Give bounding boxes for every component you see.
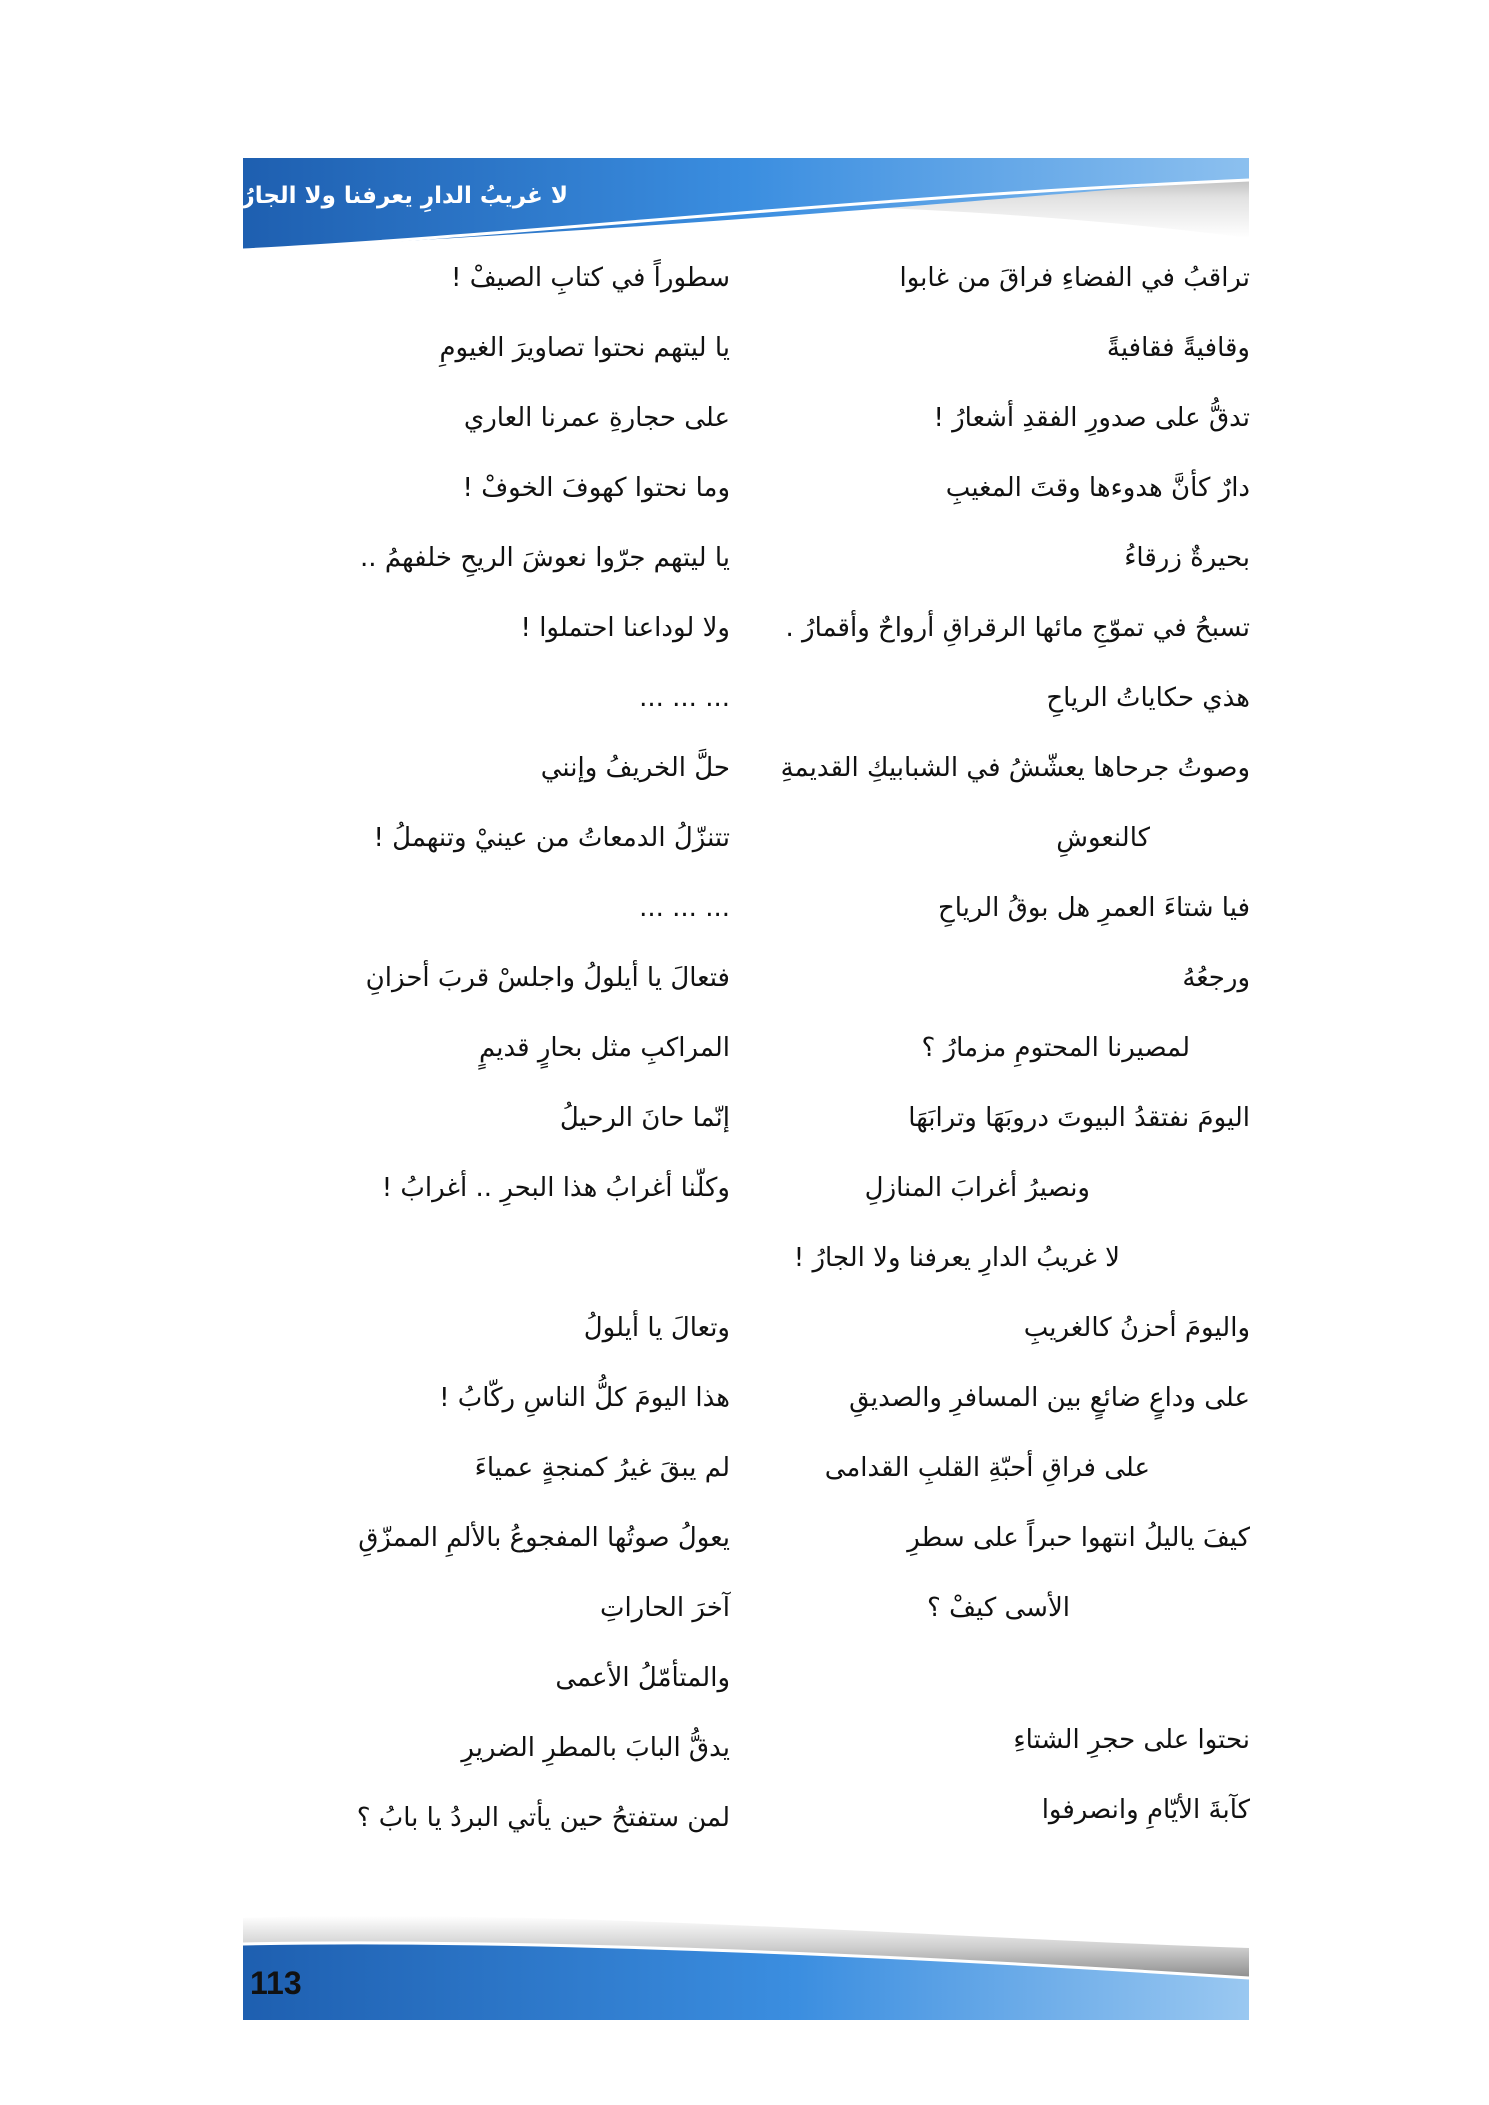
poem-line: تسبحُ في تموّجِ مائها الرقراقِ أرواحٌ وأقمارُ . [785,613,1250,643]
poem-line: لمصيرنا المحتومِ مزمارُ ؟ [921,1033,1190,1063]
poem-line: على حجارةِ عمرنا العاري [463,403,730,433]
poem-line: اليومَ نفتقدُ البيوتَ دروبَهَا وترابَهَا [908,1103,1250,1133]
poem-line: آخرَ الحاراتِ [599,1593,730,1623]
poem-line: فيا شتاءَ العمرِ هل بوقُ الرياحِ [937,893,1250,923]
poem-line: المراكبِ مثل بحارٍ قديمٍ [478,1033,730,1063]
poem-line: نحتوا على حجرِ الشتاءِ [1013,1725,1250,1755]
poem-line: ... ... ... [639,683,730,713]
poem-line: والمتأمّلُ الأعمى [555,1663,730,1693]
poem-line: وصوتُ جرحاها يعشّشُ في الشبابيكِ القديمةِ [780,753,1250,783]
poem-line: ولا لوداعنا احتملوا ! [520,613,730,643]
poem-line: هذا اليومَ كلُّ الناسِ ركّابُ ! [439,1383,730,1413]
poem-line: حلَّ الخريفُ وإنني [540,753,730,783]
poem-line: يعولُ صوتُها المفجوعُ بالألمِ الممزّقِ [358,1523,730,1553]
poem-line: إنّما حانَ الرحيلُ [559,1103,730,1133]
page-number: 113 [250,1965,302,2001]
poem-line: كآبةَ الأيّامِ وانصرفوا [1041,1795,1250,1825]
poem-line: يا ليتهم نحتوا تصاويرَ الغيومِ [439,333,730,363]
footer-band [243,1898,1249,2020]
poem-line: وقافيةً فقافيةً [1106,333,1250,363]
poem-line: ورجعُهُ [1182,963,1250,993]
poem-line: وتعالَ يا أيلولُ [583,1313,730,1343]
poem-line: تراقبُ في الفضاءِ فراقَ من غابوا [899,263,1250,293]
poem-line: الأسى كيفْ ؟ [927,1593,1070,1623]
running-header-title: لا غريبُ الدارِ يعرفنا ولا الجارُ [241,183,568,209]
poem-line: تتنزّلُ الدمعاتُ من عينيْ وتنهملُ ! [373,823,730,853]
poem-line: كيفَ ياليلُ انتهوا حبراً على سطرِ [907,1523,1250,1553]
poem-line: لم يبقَ غيرُ كمنجةٍ عمياءَ [474,1453,730,1483]
poem-line: فتعالَ يا أيلولُ واجلسْ قربَ أحزانِ [365,963,730,993]
poem-line: هذي حكاياتُ الرياحِ [1046,683,1250,713]
poem-line: واليومَ أحزنُ كالغريبِ [1023,1313,1250,1343]
poem-line: دارٌ كأنَّ هدوءها وقتَ المغيبِ [945,473,1250,503]
poem-line: لمن ستفتحُ حين يأتي البردُ يا بابُ ؟ [356,1803,730,1833]
poem-line: ... ... ... [639,893,730,923]
poem-line: بحيرةٌ زرقاءُ [1124,543,1250,573]
poem-line: وكلّنا أغرابُ هذا البحرِ .. أغرابُ ! [381,1173,730,1203]
poem-line: على فراقِ أحبّةِ القلبِ القدامى [824,1453,1150,1483]
poem-line: لا غريبُ الدارِ يعرفنا ولا الجارُ ! [793,1243,1120,1273]
poem-line: كالنعوشِ [1056,823,1150,853]
poem-line: تدقُّ على صدورِ الفقدِ أشعارُ ! [933,403,1250,433]
poem-line: وما نحتوا كهوفَ الخوفْ ! [462,473,730,503]
poem-line: يا ليتهم جرّوا نعوشَ الريحِ خلفهمُ .. [360,543,730,573]
poem-line: على وداعٍ ضائعٍ بين المسافرِ والصديقِ [849,1383,1250,1413]
poem-line: ونصيرُ أغرابَ المنازلِ [864,1173,1090,1203]
poem-line: يدقُّ البابَ بالمطرِ الضريرِ [461,1733,730,1763]
poem-line: سطوراً في كتابِ الصيفْ ! [451,263,730,293]
